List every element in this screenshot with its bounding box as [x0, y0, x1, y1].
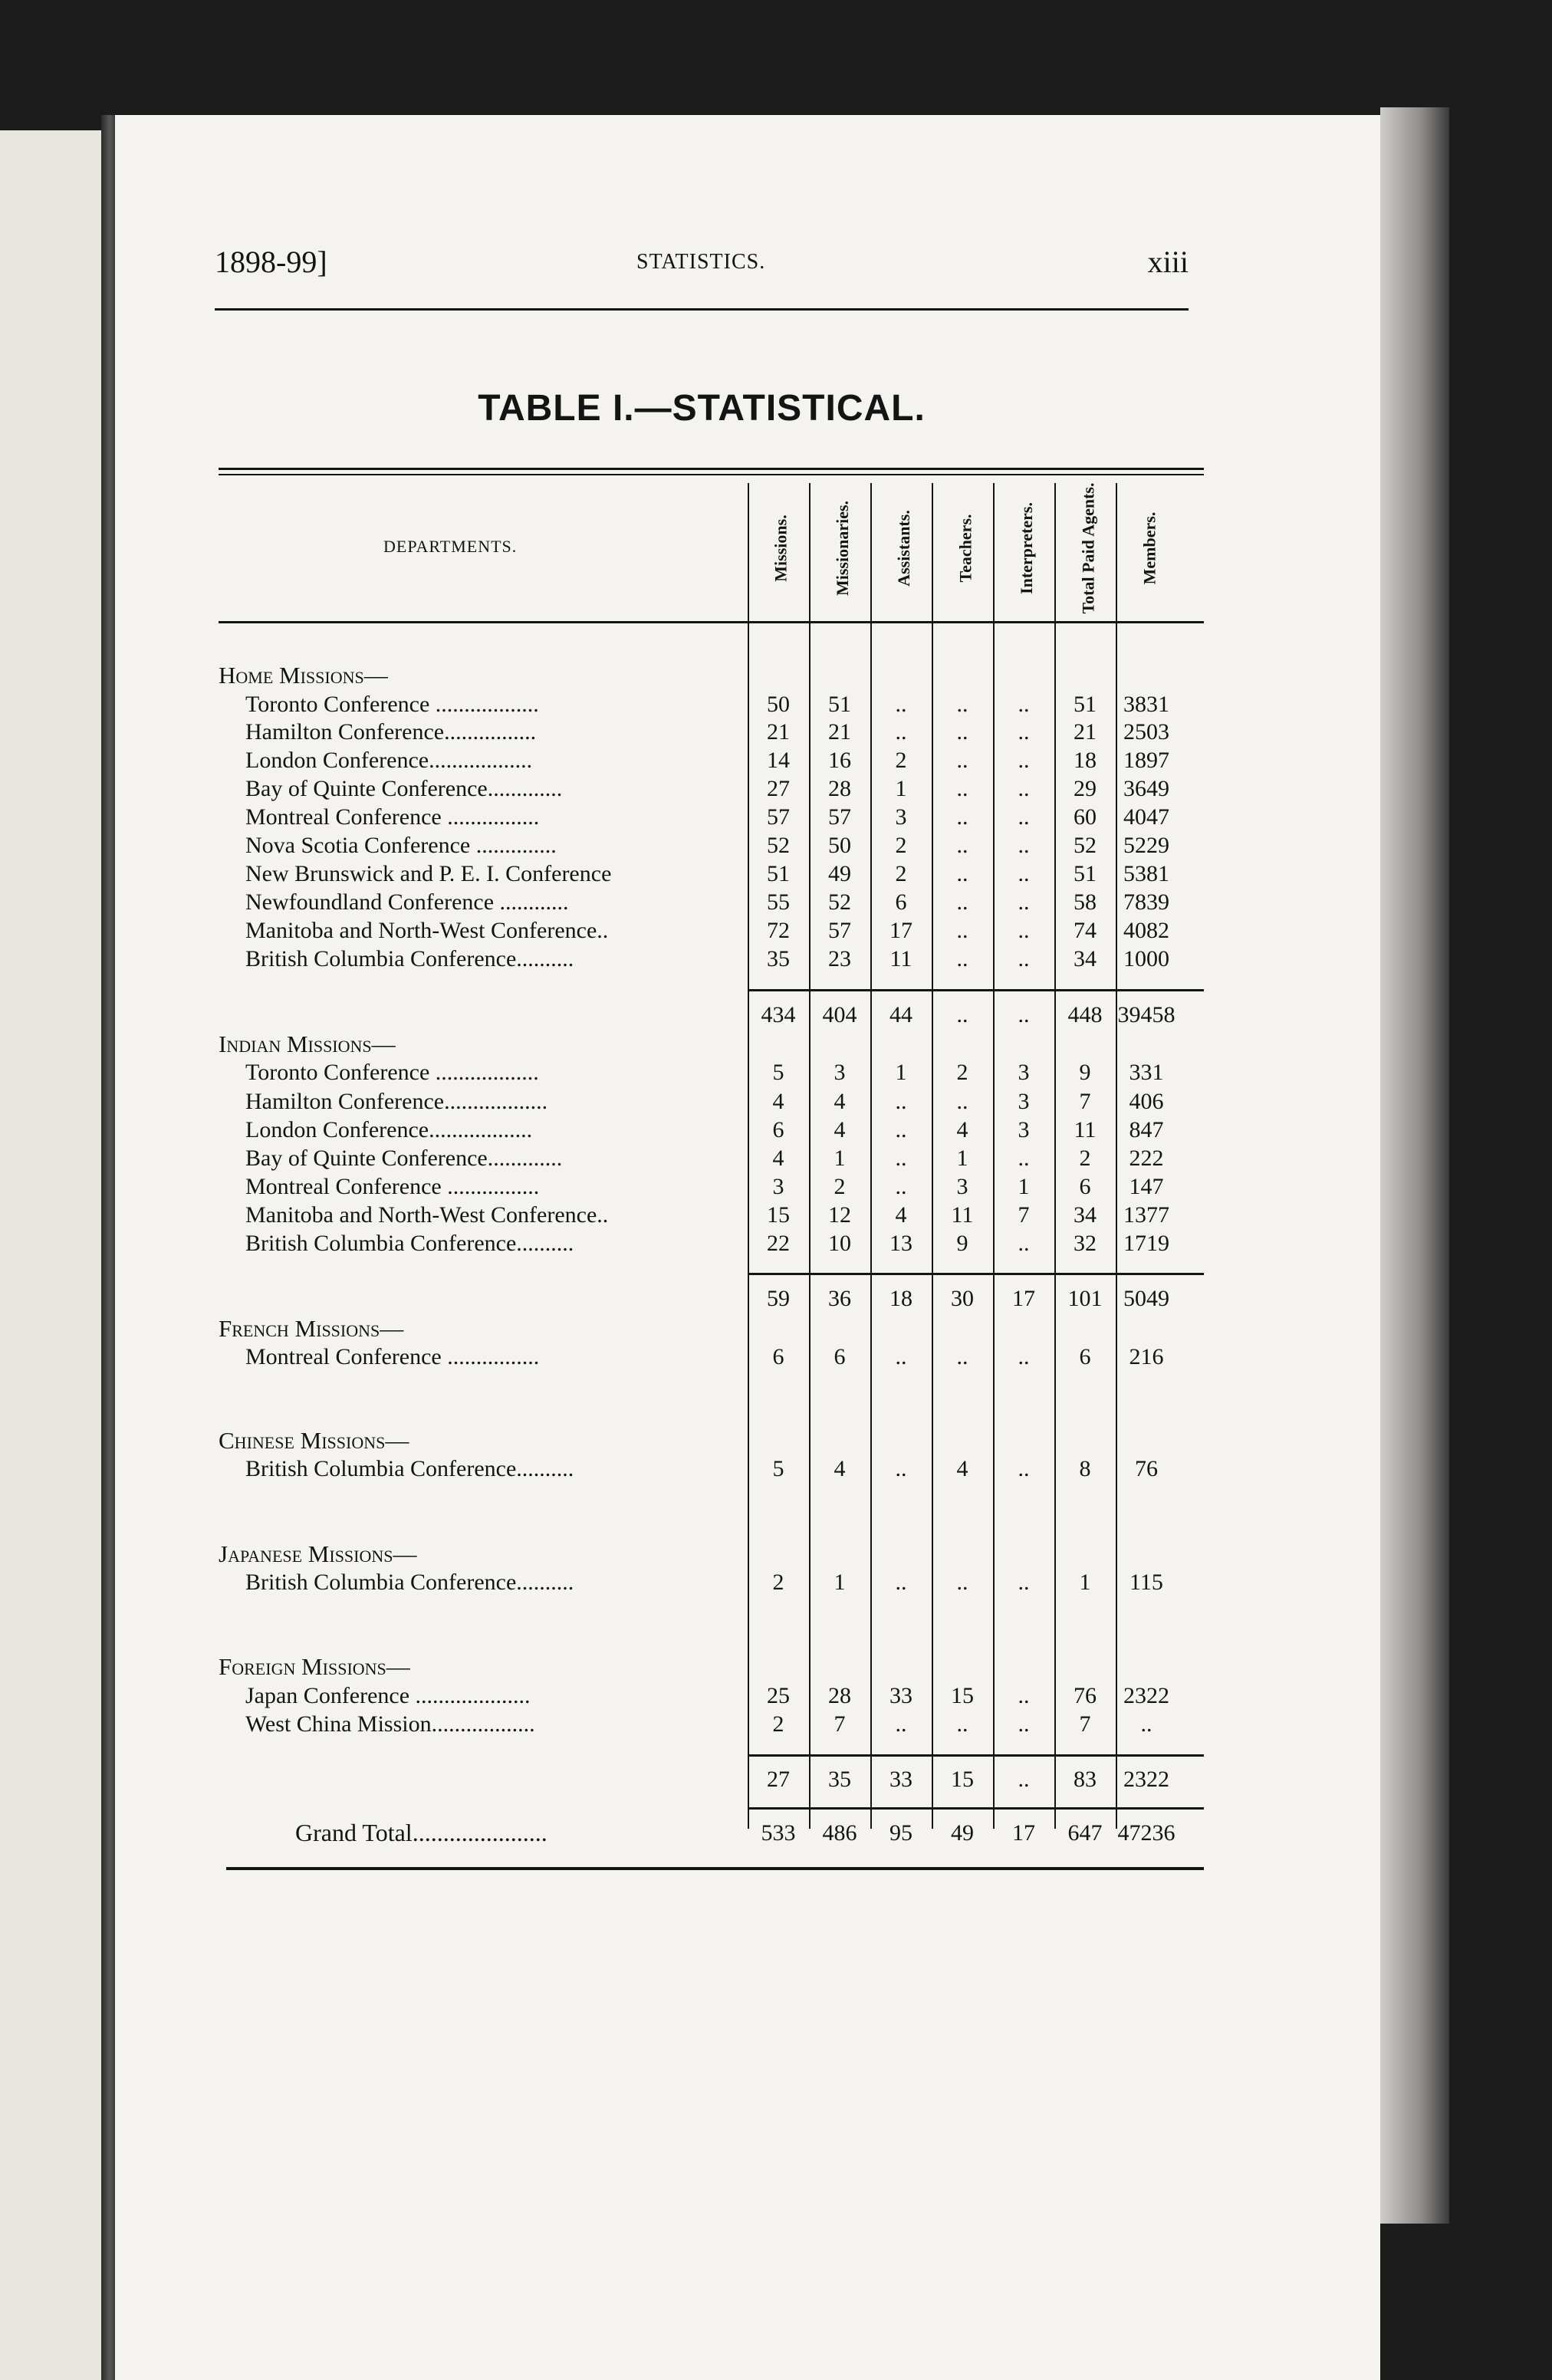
table-cell: .. [956, 719, 968, 745]
table-cell: 83 [1074, 1767, 1097, 1792]
table-cell: .. [1018, 833, 1030, 858]
table-cell: 2 [1079, 1146, 1091, 1171]
table-cell: 2 [772, 1570, 784, 1595]
row-label: Manitoba and North-West Conference.. [245, 918, 609, 943]
row-label: Manitoba and North-West Conference.. [245, 1202, 609, 1228]
table-cell: 406 [1129, 1089, 1164, 1114]
table-cell: 35 [767, 946, 790, 971]
section-heading-row [219, 1426, 1204, 1455]
row-label: Toronto Conference .................. [245, 1060, 539, 1085]
column-header-missionaries: Missionaries. [833, 500, 852, 597]
table-cell: 3 [772, 1174, 784, 1199]
table-cell: 5381 [1123, 861, 1169, 886]
table-cell: 3 [1018, 1117, 1030, 1142]
table-row [219, 860, 1204, 888]
table-cell: 3 [834, 1060, 846, 1085]
table-cell: 29 [1074, 776, 1097, 801]
table-cell: 1897 [1123, 748, 1169, 773]
table-cell: 35 [828, 1767, 851, 1792]
table-cell: .. [956, 776, 968, 801]
table-row [219, 1144, 1204, 1172]
table-cell: 17 [1012, 1820, 1035, 1846]
table-cell: 76 [1074, 1683, 1097, 1708]
table-cell: 4 [956, 1117, 968, 1142]
table-cell: 15 [951, 1683, 974, 1708]
table-row [219, 916, 1204, 945]
table-cell: 57 [767, 804, 790, 830]
table-cell: 6 [772, 1344, 784, 1369]
table-cell: 9 [956, 1231, 968, 1256]
table-cell: 74 [1074, 918, 1097, 943]
table-cell: .. [1018, 1683, 1030, 1708]
table-cell: 147 [1129, 1174, 1164, 1199]
table-title: TABLE I.—STATISTICAL. [478, 388, 926, 429]
header-year: 1898-99] [215, 245, 327, 279]
table-cell: 2322 [1123, 1767, 1169, 1792]
table-cell: 57 [828, 918, 851, 943]
table-cell: 1 [895, 1060, 907, 1085]
table-cell: .. [1018, 748, 1030, 773]
table-cell: 2 [772, 1711, 784, 1737]
table-cell: 6 [772, 1117, 784, 1142]
subtotal-rule [748, 989, 1204, 991]
row-label: British Columbia Conference.......... [245, 1231, 574, 1256]
table-cell: 4 [834, 1117, 846, 1142]
column-header-interpreters: Interpreters. [1017, 502, 1036, 594]
table-cell: 448 [1067, 1002, 1103, 1027]
table-cell: 34 [1074, 946, 1097, 971]
table-cell: 8 [1079, 1456, 1091, 1481]
table-cell: 16 [828, 748, 851, 773]
table-cell: 3 [1018, 1089, 1030, 1114]
table-row [219, 1229, 1204, 1257]
table-cell: .. [956, 748, 968, 773]
table-cell: .. [1140, 1711, 1152, 1737]
table-cell: .. [956, 1570, 968, 1595]
table-cell: .. [956, 918, 968, 943]
table-cell: 2 [834, 1174, 846, 1199]
table-cell: 1377 [1123, 1202, 1169, 1228]
table-cell: 55 [767, 889, 790, 915]
table-cell: 57 [828, 804, 851, 830]
row-label: London Conference.................. [245, 748, 533, 773]
table-row [219, 774, 1204, 803]
table-cell: 2322 [1123, 1683, 1169, 1708]
table-cell: 58 [1074, 889, 1097, 915]
table-cell: 4 [772, 1146, 784, 1171]
table-row [219, 1568, 1204, 1596]
table-cell: 25 [767, 1683, 790, 1708]
table-cell: .. [1018, 1767, 1030, 1792]
table-cell: 15 [951, 1767, 974, 1792]
table-cell: 5 [772, 1456, 784, 1481]
row-label: Hamilton Conference................ [245, 719, 537, 745]
subtotal-row [219, 1001, 1204, 1029]
row-label: Montreal Conference ................ [245, 1174, 540, 1199]
table-row [219, 803, 1204, 831]
running-header [215, 244, 1189, 290]
section-label: Indian Missions— [219, 1031, 396, 1057]
table-cell: 18 [1074, 748, 1097, 773]
table-cell: 17 [889, 918, 912, 943]
row-label: Bay of Quinte Conference............. [245, 1146, 563, 1171]
table-cell: .. [1018, 1344, 1030, 1369]
table-cell: 51 [767, 861, 790, 886]
table-cell: 847 [1129, 1117, 1164, 1142]
column-header-missions: Missions. [771, 514, 791, 582]
row-label: West China Mission.................. [245, 1711, 535, 1737]
table-cell: 72 [767, 918, 790, 943]
table-cell: 222 [1129, 1146, 1164, 1171]
table-row [219, 1201, 1204, 1229]
table-cell: .. [956, 1089, 968, 1114]
grand-total-rule [748, 1807, 1204, 1810]
table-cell: 13 [889, 1231, 912, 1256]
table-cell: 49 [828, 861, 851, 886]
table-cell: 647 [1067, 1820, 1103, 1846]
table-cell: .. [895, 1146, 907, 1171]
table-row [219, 1681, 1204, 1710]
section-label: Foreign Missions— [219, 1653, 410, 1680]
header-rule [215, 308, 1189, 311]
table-cell: 434 [761, 1002, 796, 1027]
table-cell: .. [956, 804, 968, 830]
table-cell: .. [956, 833, 968, 858]
row-label: Toronto Conference .................. [245, 692, 539, 717]
table-cell: 4082 [1123, 918, 1169, 943]
table-cell: 28 [828, 1683, 851, 1708]
column-header-departments: DEPARTMENTS. [383, 537, 518, 556]
table-cell: 36 [828, 1286, 851, 1311]
table-cell: .. [956, 889, 968, 915]
subtotal-row [219, 1765, 1204, 1793]
table-cell: 10 [828, 1231, 851, 1256]
header-section: STATISTICS. [636, 250, 766, 274]
subtotal-rule [748, 1273, 1204, 1275]
row-label: Japan Conference .................... [245, 1683, 531, 1708]
table-cell: 6 [1079, 1344, 1091, 1369]
table-cell: 12 [828, 1202, 851, 1228]
table-cell: 3831 [1123, 692, 1169, 717]
table-row [219, 1343, 1204, 1371]
table-cell: 95 [889, 1820, 912, 1846]
table-cell: 5049 [1123, 1286, 1169, 1311]
section-heading-row [219, 1652, 1204, 1681]
table-row [219, 1116, 1204, 1144]
table-cell: 404 [822, 1002, 857, 1027]
table-row [219, 1172, 1204, 1201]
table-cell: .. [895, 1089, 907, 1114]
table-cell: .. [1018, 861, 1030, 886]
table-cell: .. [1018, 692, 1030, 717]
table-cell: 3 [956, 1174, 968, 1199]
table-cell: 1 [1079, 1570, 1091, 1595]
table-cell: .. [895, 692, 907, 717]
subtotal-row [219, 1284, 1204, 1313]
table-cell: .. [1018, 1231, 1030, 1256]
table-cell: .. [895, 719, 907, 745]
table-cell: .. [956, 1344, 968, 1369]
table-row [219, 1710, 1204, 1738]
section-label: Japanese Missions— [219, 1540, 417, 1567]
table-cell: 4 [834, 1456, 846, 1481]
table-cell: 14 [767, 748, 790, 773]
table-cell: 331 [1129, 1060, 1164, 1085]
table-cell: 27 [767, 1767, 790, 1792]
table-cell: 4 [834, 1089, 846, 1114]
table-cell: 115 [1129, 1570, 1163, 1595]
table-cell: .. [956, 692, 968, 717]
table-cell: 486 [822, 1820, 857, 1846]
page-edge-shadow [1380, 107, 1449, 2224]
table-cell: 7 [1079, 1089, 1091, 1114]
table-cell: 4 [956, 1456, 968, 1481]
page-number: xiii [1147, 245, 1189, 279]
table-cell: .. [956, 861, 968, 886]
table-cell: 4047 [1123, 804, 1169, 830]
table-cell: .. [1018, 918, 1030, 943]
table-cell: 52 [828, 889, 851, 915]
table-cell: 533 [761, 1820, 796, 1846]
table-cell: 34 [1074, 1202, 1097, 1228]
table-cell: .. [1018, 804, 1030, 830]
row-label: Hamilton Conference.................. [245, 1089, 548, 1114]
table-cell: 1000 [1123, 946, 1169, 971]
table-cell: 3649 [1123, 776, 1169, 801]
table-cell: .. [1018, 776, 1030, 801]
table-cell: 1 [895, 776, 907, 801]
table-cell: 1 [834, 1570, 846, 1595]
table-cell: .. [895, 1570, 907, 1595]
table-cell: 101 [1067, 1286, 1103, 1311]
table-cell: 5229 [1123, 833, 1169, 858]
table-cell: 2 [895, 861, 907, 886]
table-cell: .. [1018, 1570, 1030, 1595]
row-label: British Columbia Conference.......... [245, 1570, 574, 1595]
table-cell: 32 [1074, 1231, 1097, 1256]
table-cell: 7 [1018, 1202, 1030, 1228]
row-label: New Brunswick and P. E. I. Conference [245, 861, 612, 886]
table-cell: 47236 [1117, 1820, 1176, 1846]
row-label: Newfoundland Conference ............ [245, 889, 569, 915]
table-cell: 50 [767, 692, 790, 717]
table-cell: 76 [1135, 1456, 1158, 1481]
table-cell: 11 [889, 946, 912, 971]
table-cell: .. [895, 1117, 907, 1142]
column-header-total-paid-agents: Total Paid Agents. [1078, 482, 1098, 614]
table-row [219, 945, 1204, 973]
table-cell: 5 [772, 1060, 784, 1085]
table-cell: 1 [834, 1146, 846, 1171]
table-cell: 1719 [1123, 1231, 1169, 1256]
table-row [219, 1455, 1204, 1483]
table-cell: 17 [1012, 1286, 1035, 1311]
table-cell: 15 [767, 1202, 790, 1228]
table-cell: 7 [834, 1711, 846, 1737]
table-cell: 2 [895, 748, 907, 773]
table-cell: 6 [1079, 1174, 1091, 1199]
table-cell: 30 [951, 1286, 974, 1311]
table-row [219, 746, 1204, 774]
table-cell: .. [956, 1711, 968, 1737]
table-cell: 59 [767, 1286, 790, 1311]
table-cell: 52 [1074, 833, 1097, 858]
table-cell: .. [1018, 1002, 1030, 1027]
table-bottom-rule [226, 1867, 1204, 1870]
table-cell: 33 [889, 1767, 912, 1792]
table-cell: .. [895, 1174, 907, 1199]
table-cell: .. [895, 1344, 907, 1369]
table-cell: 28 [828, 776, 851, 801]
table-cell: 33 [889, 1683, 912, 1708]
table-cell: 51 [828, 692, 851, 717]
section-heading-row [219, 1314, 1204, 1343]
table-cell: 3 [895, 804, 907, 830]
column-header-members: Members. [1139, 511, 1159, 585]
table-cell: .. [1018, 719, 1030, 745]
table-cell: 2 [895, 833, 907, 858]
table-cell: 49 [951, 1820, 974, 1846]
table-cell: .. [1018, 1146, 1030, 1171]
row-label: Montreal Conference ................ [245, 1344, 540, 1369]
table-cell: 18 [889, 1286, 912, 1311]
table-cell: 11 [951, 1202, 974, 1228]
table-cell: .. [956, 1002, 968, 1027]
table-cell: .. [895, 1456, 907, 1481]
table-cell: .. [1018, 946, 1030, 971]
table-row [219, 831, 1204, 860]
table-cell: 22 [767, 1231, 790, 1256]
grand-total-row [219, 1819, 1204, 1847]
section-heading-row [219, 661, 1204, 689]
table-row [219, 1058, 1204, 1086]
table-cell: 7839 [1123, 889, 1169, 915]
row-label: Bay of Quinte Conference............. [245, 776, 563, 801]
table-cell: .. [895, 1711, 907, 1737]
section-heading-row [219, 1030, 1204, 1058]
section-label: Home Missions— [219, 662, 388, 689]
table-row [219, 888, 1204, 916]
table-row [219, 1087, 1204, 1116]
row-label: Nova Scotia Conference .............. [245, 833, 557, 858]
row-label: London Conference.................. [245, 1117, 533, 1142]
table-cell: 9 [1079, 1060, 1091, 1085]
table-cell: 39458 [1117, 1002, 1176, 1027]
table-cell: .. [1018, 1711, 1030, 1737]
table-cell: 216 [1129, 1344, 1164, 1369]
row-label: British Columbia Conference.......... [245, 1456, 574, 1481]
section-label: French Missions— [219, 1315, 404, 1342]
table-cell: 6 [834, 1344, 846, 1369]
table-cell: 6 [895, 889, 907, 915]
subtotal-rule [748, 1754, 1204, 1757]
table-cell: 1 [1018, 1174, 1030, 1199]
table-cell: 23 [828, 946, 851, 971]
table-cell: 3 [1018, 1060, 1030, 1085]
table-cell: 44 [889, 1002, 912, 1027]
table-cell: 27 [767, 776, 790, 801]
table-row [219, 690, 1204, 718]
table-cell: 4 [772, 1089, 784, 1114]
row-label: Montreal Conference ................ [245, 804, 540, 830]
table-cell: 21 [1074, 719, 1097, 745]
table-top-rule [219, 468, 1204, 470]
table-row [219, 718, 1204, 746]
section-heading-row [219, 1540, 1204, 1568]
table-cell: 60 [1074, 804, 1097, 830]
table-cell: 21 [828, 719, 851, 745]
table-cell: 21 [767, 719, 790, 745]
column-header-assistants: Assistants. [894, 510, 914, 587]
table-cell: 52 [767, 833, 790, 858]
row-label: Grand Total...................... [295, 1819, 547, 1846]
column-header-teachers: Teachers. [955, 514, 975, 583]
left-page-edge [0, 130, 111, 2380]
table-cell: 4 [895, 1202, 907, 1228]
table-cell: 7 [1079, 1711, 1091, 1737]
table-cell: 51 [1074, 692, 1097, 717]
table-top-rule-2 [219, 474, 1204, 475]
row-label: British Columbia Conference.......... [245, 946, 574, 971]
table-cell: 51 [1074, 861, 1097, 886]
table-cell: 2503 [1123, 719, 1169, 745]
table-cell: 2 [956, 1060, 968, 1085]
table-cell: 11 [1074, 1117, 1097, 1142]
section-label: Chinese Missions— [219, 1427, 409, 1454]
header-bottom-rule [219, 621, 1204, 623]
table-cell: .. [1018, 1456, 1030, 1481]
table-cell: 50 [828, 833, 851, 858]
table-cell: .. [1018, 889, 1030, 915]
table-cell: .. [956, 946, 968, 971]
table-cell: 1 [956, 1146, 968, 1171]
